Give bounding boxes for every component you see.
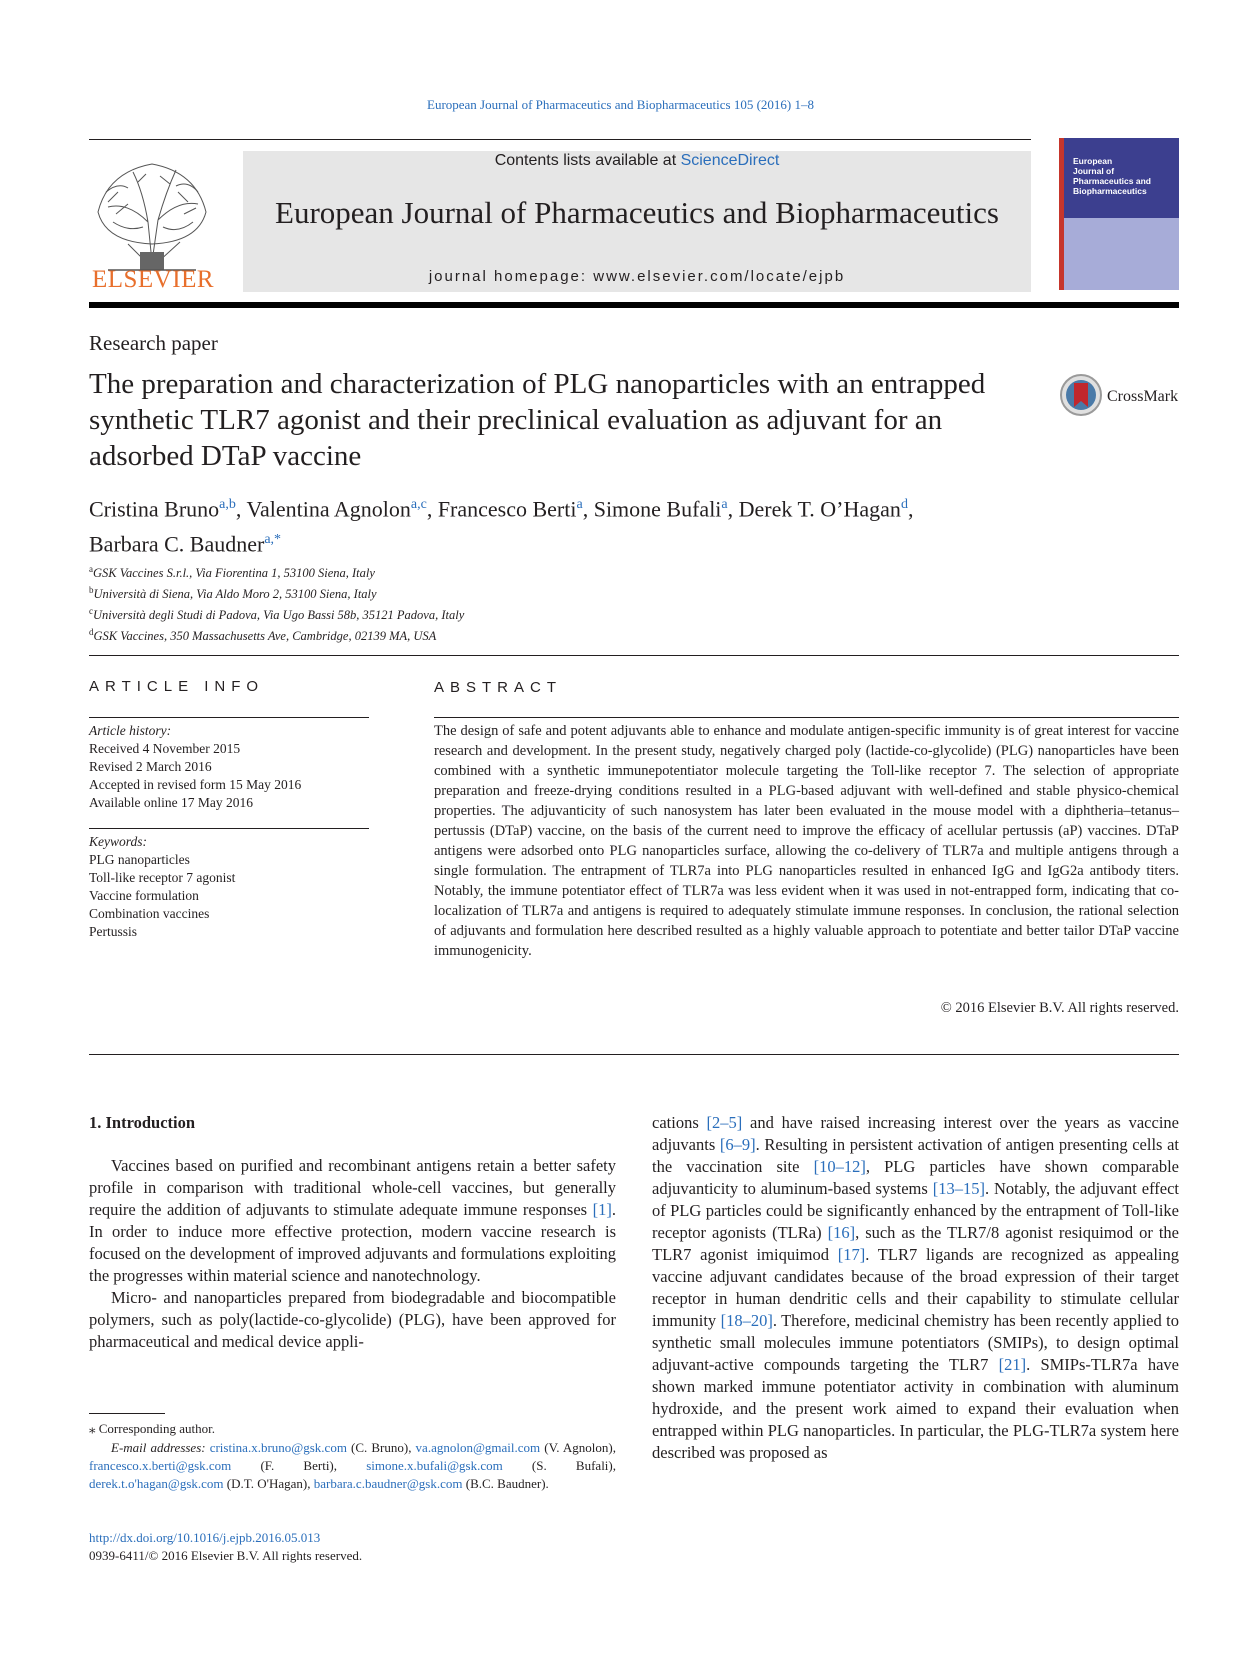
paragraph-text: . Resulting in persistent activation of antigen presenting cells at the vaccination site — [652, 1135, 1179, 1176]
affiliation-item: $^d$GSK Vaccines, 350 Massachusetts Ave, Cambridge, 02139 MA, USA — [89, 627, 437, 644]
author-name: Simone Bufali — [593, 496, 722, 522]
intro-column-left — [89, 1155, 616, 1353]
paragraph-text: (C. Bruno), — [346, 1440, 416, 1455]
paragraph-text: (B.C. Baudner). — [462, 1476, 549, 1491]
paragraph-text: . Notably, the adjuvant effect of PLG particles could be significantly enhanced by the entrapment of Toll-like receptor agonists (TLRa) — [652, 1179, 1179, 1242]
reference-link[interactable]: [16] — [827, 1223, 856, 1242]
paragraph-text: and have raised increasing interest over the years as vaccine adjuvants — [652, 1113, 1179, 1154]
header-top-rule — [89, 139, 1031, 140]
paragraph-text: Vaccines based on purified and recombinant antigens retain a better safety profile in comparison with traditional whole-cell vaccines, but generally require the addition of adjuvants to stimulate adequate immune responses — [89, 1156, 616, 1219]
author-name: Barbara C. Baudner — [89, 531, 265, 557]
paragraph-text: Micro- and nanoparticles prepared from biodegradable and biocompatible polymers, such as poly(lactide-co-glycolide) (PLG), have been approved for pharmaceutical and medical device appli- — [89, 1288, 616, 1351]
corresponding-author-note: ⁎ Corresponding author. — [89, 1421, 216, 1436]
reference-link[interactable]: [17] — [837, 1245, 866, 1264]
history-item: Available online 17 May 2016 — [89, 795, 253, 810]
paragraph-text: . Therefore, medicinal chemistry has been recently applied to synthetic small molecules immune potentiators (SMIPs), to design optimal adjuvant-active compounds targeting the TLR7 — [652, 1311, 1179, 1374]
crossmark-icon[interactable] — [1059, 373, 1103, 417]
journal-homepage[interactable]: journal homepage: www.elsevier.com/locate/ejpb — [428, 268, 846, 285]
author-name: Derek T. O’Hagan — [738, 496, 901, 522]
reference-link[interactable]: [13–15] — [932, 1179, 985, 1198]
cover-title: European Journal of Pharmaceutics and Biopharmaceutics — [1073, 156, 1151, 196]
paragraph-text: , such as the TLR7/8 agonist resiquimod or the TLR7 agonist imiquimod — [652, 1223, 1180, 1264]
email-link[interactable]: va.agnolon@gmail.com — [415, 1440, 541, 1455]
journal-cover-thumbnail[interactable] — [1059, 138, 1179, 290]
keywords-rule — [89, 828, 369, 829]
abstract-copyright: © 2016 Elsevier B.V. All rights reserved. — [940, 1000, 1179, 1016]
email-link[interactable]: cristina.x.bruno@gsk.com — [209, 1440, 347, 1455]
keyword-item: PLG nanoparticles — [89, 852, 190, 867]
affiliation-item: $^c$Università degli Studi di Padova, Via Ugo Bassi 58b, 35121 Padova, Italy — [89, 606, 465, 623]
elsevier-wordmark: ELSEVIER — [91, 266, 215, 293]
author-affiliation-marker[interactable]: a — [576, 497, 583, 512]
email-addresses — [89, 1439, 616, 1493]
journal-title: European Journal of Pharmaceutics and Biopharmaceutics — [275, 195, 999, 230]
contents-available: Contents lists available at ScienceDirect — [494, 152, 780, 169]
author-affiliation-marker[interactable]: d — [900, 497, 908, 512]
article-info-rule — [89, 717, 369, 718]
email-link[interactable]: derek.t.o'hagan@gsk.com — [89, 1476, 224, 1491]
article-type: Research paper — [89, 331, 218, 355]
abstract-heading: ABSTRACT — [434, 679, 563, 696]
reference-link[interactable]: [18–20] — [720, 1311, 773, 1330]
reference-link[interactable]: [21] — [998, 1355, 1027, 1374]
reference-link[interactable]: [1] — [592, 1200, 612, 1219]
author-name: Valentina Agnolon — [246, 496, 411, 522]
author-affiliation-marker[interactable]: a,b — [219, 497, 236, 512]
paragraph-text: , PLG particles have shown comparable adjuvanticity to aluminum-based systems — [652, 1157, 1179, 1198]
author-affiliation-marker[interactable]: a,c — [410, 497, 427, 512]
header-bottom-rule — [89, 302, 1179, 308]
doi-link[interactable]: http://dx.doi.org/10.1016/j.ejpb.2016.05.013 — [89, 1530, 321, 1545]
author-affiliation-marker[interactable]: a — [721, 497, 728, 512]
author-name: Cristina Bruno — [89, 496, 220, 522]
paragraph-text: . TLR7 ligands are recognized as appealing vaccine adjuvant candidates because of the broad expression of their target receptor in human dendritic cells and their capability to stimulate cellular immunity — [652, 1245, 1179, 1330]
affiliations — [89, 561, 464, 646]
reference-link[interactable]: [10–12] — [813, 1157, 866, 1176]
journal-reference[interactable]: European Journal of Pharmaceutics and Biopharmaceutics 105 (2016) 1–8 — [427, 97, 814, 112]
email-link[interactable]: francesco.x.berti@gsk.com — [89, 1458, 232, 1473]
email-link[interactable]: barbara.c.baudner@gsk.com — [313, 1476, 463, 1491]
article-info-heading: ARTICLE INFO — [89, 678, 265, 695]
author-list: Cristina Bruno$^{a,b}$, Valentina Agnolon$^{a,c}$, Francesco Berti$^a$, Simone Bufali$^a$, Derek T. O’Hagan$^d$, Barbara C. Baudner$^{a,*}$ — [89, 496, 914, 557]
intro-column-right — [652, 1112, 1179, 1464]
email-link[interactable]: simone.x.bufali@gsk.com — [366, 1458, 503, 1473]
paragraph-text: . SMIPs-TLR7a have shown marked immune potentiator activity in combination with aluminum hydroxide, and the present work aimed to expand their evaluation when entrapped within PLG nanoparticles. In particular, the PLG-TLR7a system here described was proposed as — [652, 1355, 1179, 1462]
issn-copyright: 0939-6411/© 2016 Elsevier B.V. All rights reserved. — [89, 1548, 363, 1563]
article-history: Article history: Received 4 November 2015 Revised 2 March 2016 Accepted in revised form 15 May 2016 Available online 17 May 2016 — [89, 722, 369, 812]
paragraph-text: (V. Agnolon), — [540, 1440, 616, 1455]
crossmark-label[interactable]: CrossMark — [1107, 388, 1179, 405]
footnote-rule — [89, 1413, 165, 1414]
keywords: Keywords: PLG nanoparticles Toll-like receptor 7 agonist Vaccine formulation Combination vaccines Pertussis — [89, 833, 369, 941]
abstract-bottom-rule — [89, 1054, 1179, 1055]
intro-paragraph — [89, 1155, 616, 1287]
keyword-item: Pertussis — [89, 924, 138, 939]
history-item: Received 4 November 2015 — [89, 741, 241, 756]
paragraph-text: cations — [652, 1113, 707, 1132]
paragraph-text: (F. Berti), — [231, 1458, 367, 1473]
section-heading-introduction: 1. Introduction — [89, 1113, 196, 1132]
history-item: Accepted in revised form 15 May 2016 — [89, 777, 302, 792]
paragraph-text: (S. Bufali), — [502, 1458, 617, 1473]
author-affiliation-marker[interactable]: a,* — [264, 532, 282, 548]
abstract-text: The design of safe and potent adjuvants able to enhance and modulate antigen-specific immunity is of great interest for vaccine research and development. In the present study, negatively charged poly (lactide-co-glycolide) (PLG) nanoparticles have been combined with a synthetic immunepotentiator molecule targeting the Toll-like receptor 7. The selection of appropriate preparation and freeze-drying conditions resulted in a PLG-based adjuvant with well-defined and stable physico-chemical properties. The adjuvanticity of such nanosystem has later been evaluated in the mouse model with a diphtheria–tetanus–pertussis (DTaP) vaccine, on the basis of the current need to improve the efficacy of acellular pertussis (aP) vaccines. DTaP antigens were adsorbed onto PLG nanoparticles surface, allowing the co-delivery of TLR7a and multiple antigens through a single formulation. The entrapment of TLR7a into PLG nanoparticles resulted in enhanced IgG and IgG2a antibody titers. Notably, the immune potentiator effect of TLR7a was less evident when it was used in not-entrapped form, indicating that co-localization of TLR7a and antigens is required to adequately stimulate immune responses. In conclusion, the rational selection of adjuvants and formulation here described resulted as a highly valuable approach to potentiate and better tailor DTaP vaccine immunogenicity. — [434, 723, 1179, 959]
sciencedirect-link[interactable]: ScienceDirect — [680, 152, 780, 169]
intro-paragraph — [89, 1287, 616, 1353]
keyword-item: Combination vaccines — [89, 906, 210, 921]
affiliation-item: $^a$GSK Vaccines S.r.l., Via Fiorentina 1, 53100 Siena, Italy — [89, 564, 375, 581]
paragraph-text: . In order to induce more effective protection, modern vaccine research is focused on the development of improved adjuvants and formulations exploiting the progresses within material science and nanotechnology. — [89, 1200, 616, 1285]
affiliation-rule — [89, 655, 1179, 656]
reference-link[interactable]: [2–5] — [706, 1113, 743, 1132]
reference-link[interactable]: [6–9] — [719, 1135, 756, 1154]
keyword-item: Vaccine formulation — [89, 888, 199, 903]
abstract-rule — [434, 717, 1179, 718]
paragraph-text: E-mail addresses: — [111, 1440, 210, 1455]
article-title: The preparation and characterization of PLG nanoparticles with an entrapped synthetic TLR7 agonist and their preclinical evaluation as adjuvant for an adsorbed DTaP vaccine — [89, 368, 986, 472]
author-name: Francesco Berti — [437, 496, 577, 522]
history-item: Revised 2 March 2016 — [89, 759, 212, 774]
intro-paragraph — [652, 1112, 1179, 1464]
paragraph-text: (D.T. O'Hagan), — [223, 1476, 314, 1491]
affiliation-item: $^b$Università di Siena, Via Aldo Moro 2, 53100 Siena, Italy — [89, 585, 377, 602]
keyword-item: Toll-like receptor 7 agonist — [89, 870, 236, 885]
